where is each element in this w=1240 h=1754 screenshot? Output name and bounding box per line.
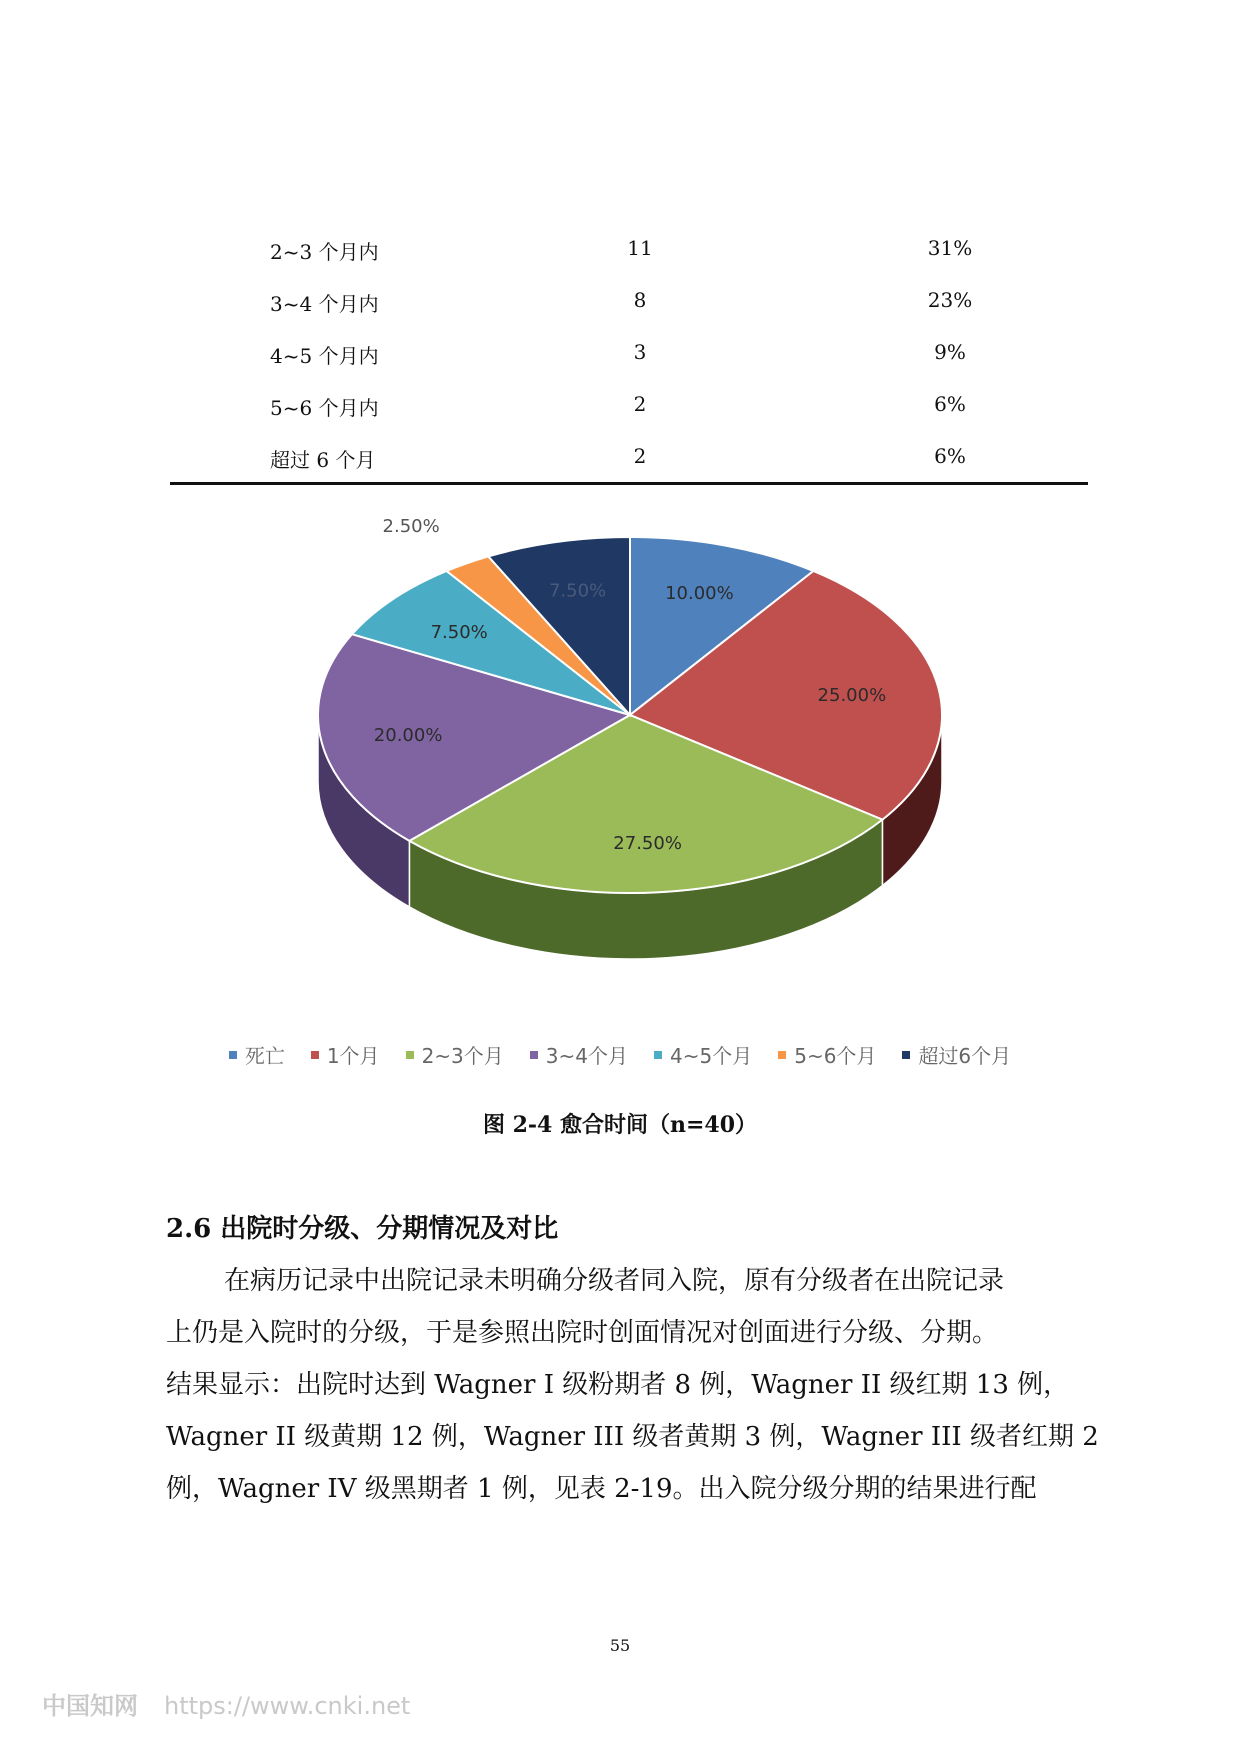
legend-item xyxy=(229,1040,285,1069)
pie-data-label: 7.50% xyxy=(430,621,488,643)
row-label: 2~3 个月内 xyxy=(270,240,379,264)
legend-swatch xyxy=(229,1051,237,1059)
paragraph-line: 结果显示：出院时达到 Wagner I 级粉期者 8 例，Wagner II 级红期 13 例， xyxy=(166,1370,1070,1400)
row-count: 11 xyxy=(627,236,653,260)
section-heading: 2.6 出院时分级、分期情况及对比 xyxy=(166,1214,559,1244)
legend-swatch xyxy=(406,1051,414,1059)
legend-item xyxy=(530,1040,628,1069)
row-label: 4~5 个月内 xyxy=(270,344,379,368)
legend-swatch xyxy=(778,1051,786,1059)
legend-swatch xyxy=(311,1051,319,1059)
chart-legend xyxy=(200,1040,1040,1069)
pie-data-label: 25.00% xyxy=(817,684,887,706)
row-label: 3~4 个月内 xyxy=(270,292,379,316)
table-row xyxy=(170,232,1088,264)
figure-caption: 图 2-4 愈合时间（n=40） xyxy=(482,1112,758,1138)
legend-swatch xyxy=(530,1051,538,1059)
legend-item xyxy=(778,1040,876,1069)
cnki-watermark xyxy=(42,1686,410,1721)
paragraph-line: 在病历记录中出院记录未明确分级者同入院，原有分级者在出院记录 xyxy=(224,1266,1005,1296)
legend-item xyxy=(311,1040,380,1069)
body-paragraph xyxy=(166,1255,1099,1515)
row-count: 3 xyxy=(633,340,647,364)
table-row xyxy=(170,388,1088,420)
legend-label: 死亡 xyxy=(244,1044,285,1068)
paragraph-line: 例，Wagner IV 级黑期者 1 例，见表 2-19。出入院分级分期的结果进行配 xyxy=(166,1474,1037,1504)
table-row xyxy=(170,336,1088,368)
paragraph-line: Wagner II 级黄期 12 例，Wagner III 级者黄期 3 例，Wagner III 级者红期 2 xyxy=(166,1422,1099,1452)
pie-data-label: 20.00% xyxy=(373,725,443,747)
legend-item xyxy=(902,1040,1011,1069)
legend-label: 4~5个月 xyxy=(670,1044,753,1068)
table-bottom-rule xyxy=(170,482,1088,485)
pie-chart xyxy=(290,515,970,980)
legend-item xyxy=(654,1040,752,1069)
table-row xyxy=(170,284,1088,316)
table-row xyxy=(170,440,1088,472)
row-percent: 6% xyxy=(934,392,966,416)
row-percent: 9% xyxy=(934,340,966,364)
watermark-url: https://www.cnki.net xyxy=(164,1692,411,1720)
row-count: 2 xyxy=(633,392,647,416)
legend-swatch xyxy=(654,1051,662,1059)
legend-item xyxy=(406,1040,504,1069)
pie-data-label: 7.50% xyxy=(548,580,607,602)
row-label: 超过 6 个月 xyxy=(270,448,376,472)
row-label: 5~6 个月内 xyxy=(270,396,379,420)
row-count: 2 xyxy=(633,444,647,468)
pie-data-label: 10.00% xyxy=(665,583,734,605)
page-number: 55 xyxy=(609,1636,631,1655)
pie-data-label: 27.50% xyxy=(613,832,682,854)
row-percent: 6% xyxy=(934,444,966,468)
row-percent: 31% xyxy=(927,236,973,260)
legend-swatch xyxy=(902,1051,910,1059)
paragraph-line: 上仍是入院时的分级，于是参照出院时创面情况对创面进行分级、分期。 xyxy=(166,1318,999,1348)
legend-label: 1个月 xyxy=(326,1044,380,1068)
row-percent: 23% xyxy=(927,288,973,312)
legend-label: 5~6个月 xyxy=(794,1044,877,1068)
row-count: 8 xyxy=(633,288,647,312)
legend-label: 2~3个月 xyxy=(421,1044,504,1068)
legend-label: 3~4个月 xyxy=(545,1044,628,1068)
watermark-brand: 中国知网 xyxy=(42,1692,138,1720)
legend-label: 超过6个月 xyxy=(918,1044,1012,1068)
pie-data-label: 2.50% xyxy=(382,515,440,537)
